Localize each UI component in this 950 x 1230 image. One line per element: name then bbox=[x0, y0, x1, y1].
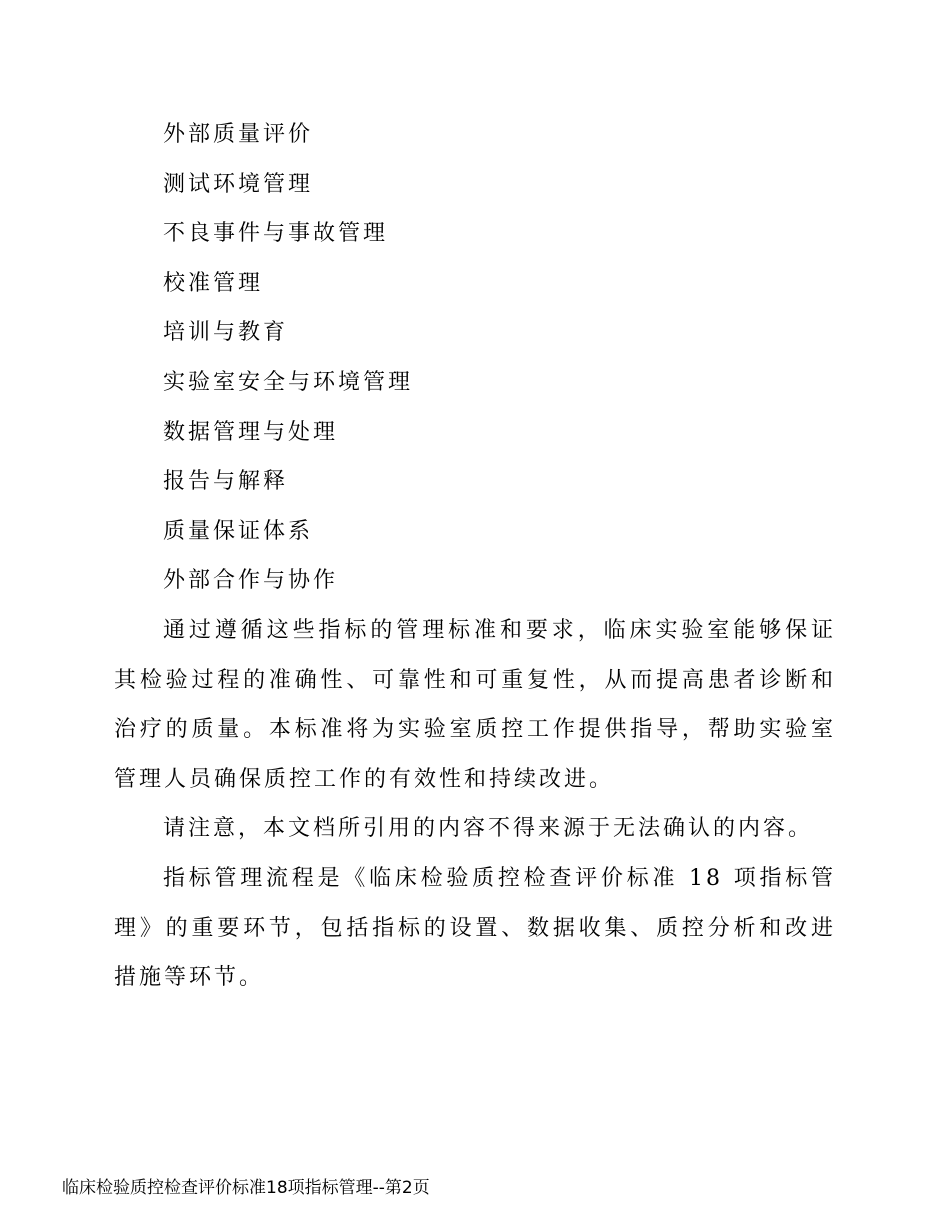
list-item: 外部质量评价 bbox=[163, 122, 314, 147]
list-item: 校准管理 bbox=[163, 270, 264, 296]
list-item: 质量保证体系 bbox=[163, 518, 314, 544]
list-item: 外部合作与协作 bbox=[163, 568, 339, 594]
page-footer: 临床检验质控检查评价标准18项指标管理--第2页 bbox=[62, 1178, 430, 1198]
body-paragraph: 指标管理流程是《临床检验质控检查评价标准 18 项指标管理》的重要环节，包括指标的设置、数据收集、质控分析和改进措施等环节。 bbox=[114, 865, 836, 991]
list-item: 报告与解释 bbox=[163, 469, 289, 495]
list-item: 实验室安全与环境管理 bbox=[163, 369, 414, 395]
body-paragraph: 请注意，本文档所引用的内容不得来源于无法确认的内容。 bbox=[163, 816, 814, 842]
list-item: 不良事件与事故管理 bbox=[163, 221, 389, 247]
body-paragraph: 通过遵循这些指标的管理标准和要求，临床实验室能够保证其检验过程的准确性、可靠性和可重复性，从而提高患者诊断和治疗的质量。本标准将为实验室质控工作提供指导，帮助实验室管理人员确保质控工作的有效性和持续改进。 bbox=[114, 617, 836, 792]
list-item: 培训与教育 bbox=[163, 320, 289, 346]
list-item: 测试环境管理 bbox=[163, 171, 314, 197]
page-content bbox=[114, 110, 836, 1003]
list-item: 数据管理与处理 bbox=[163, 419, 339, 445]
